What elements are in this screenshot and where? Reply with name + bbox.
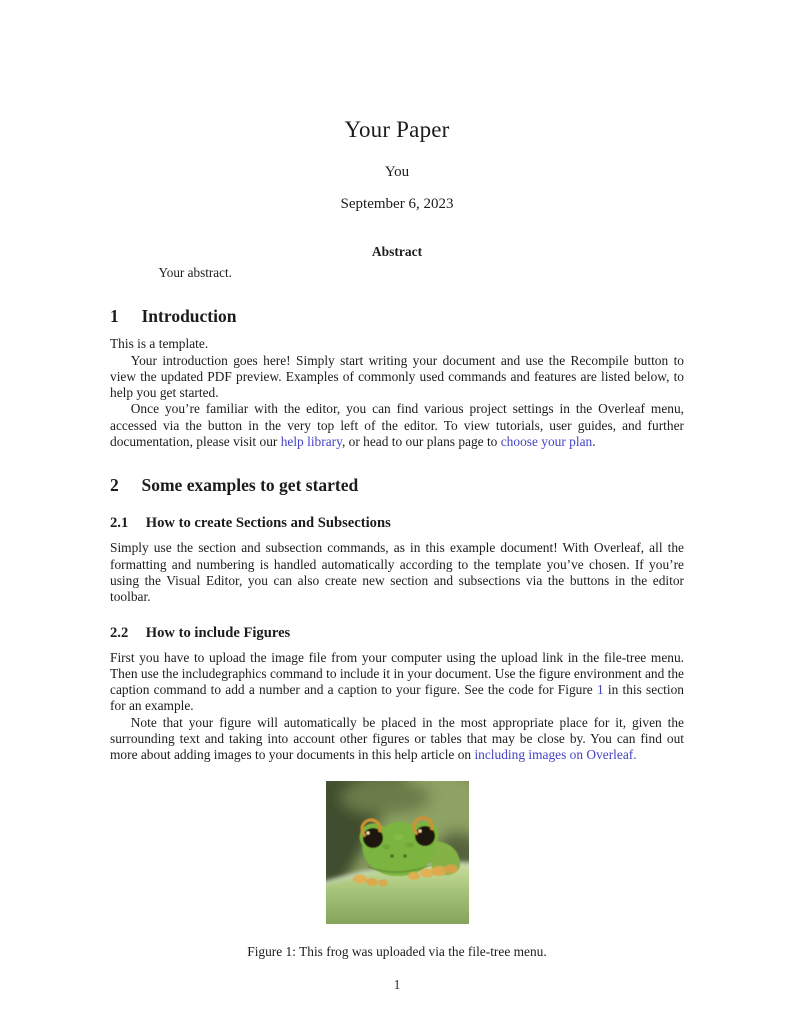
section-1-title: Introduction bbox=[141, 306, 237, 327]
section-2-number: 2 bbox=[110, 475, 119, 496]
paper-title: Your Paper bbox=[344, 117, 450, 142]
choose-your-plan-link[interactable]: choose your plan bbox=[500, 434, 593, 450]
paragraph-text: Note that your figure will automatically be placed in the most appropriate place for it, given the surrounding text and taking into account other figures or tables that may be close by. You can find out more about adding images to your documents in this help article on bbox=[110, 714, 684, 763]
section-1-paragraph-2: Your introduction goes here! Simply start writing your document and use the Recompile button to view the updated PDF preview. Examples of commonly used commands and features are listed below, to help you get started. bbox=[110, 352, 684, 401]
subsection-2-1-title: How to create Sections and Subsections bbox=[145, 515, 391, 532]
subsection-2-2-heading bbox=[110, 625, 684, 642]
figure-1-reference-link[interactable]: 1 bbox=[596, 682, 604, 698]
subsection-2-1-heading bbox=[110, 515, 684, 532]
help-library-link[interactable]: help library bbox=[280, 434, 342, 450]
paragraph-text: , or head to our plans page to bbox=[341, 434, 501, 450]
paper-author: You bbox=[384, 164, 410, 180]
frog-photo bbox=[326, 781, 469, 924]
paragraph-text: . bbox=[592, 434, 596, 450]
subsection-2-2-number: 2.2 bbox=[110, 624, 129, 641]
abstract-text: Your abstract. bbox=[158, 265, 232, 280]
paragraph-text: Once you’re familiar with the editor, you can find various project settings in the Overleaf menu, accessed via the button in the very top left of the editor. To view tutorials, user guides, and further documentation, please visit our bbox=[110, 401, 684, 450]
subsection-2-2-paragraph-2 bbox=[110, 715, 684, 764]
frog-photo-graphic bbox=[326, 781, 469, 924]
section-2-title: Some examples to get started bbox=[141, 475, 359, 496]
section-1-paragraph-3 bbox=[110, 401, 684, 450]
subsection-2-1-paragraph-1: Simply use the section and subsection commands, as in this example document! With Overleaf, all the formatting and numbering is handled automatically according to the template you’ve chosen. If you’re using the Visual Editor, you can also create new section and subsections via the buttons in the editor toolbar. bbox=[110, 540, 684, 605]
abstract-heading: Abstract bbox=[371, 244, 423, 259]
figure-1 bbox=[110, 781, 684, 960]
subsection-2-2-title: How to include Figures bbox=[145, 624, 291, 641]
including-images-link[interactable]: including images on Overleaf. bbox=[474, 747, 637, 763]
page-number: 1 bbox=[393, 977, 401, 992]
figure-1-caption: Figure 1: This frog was uploaded via the file-tree menu. bbox=[247, 943, 547, 959]
paragraph-text: First you have to upload the image file from your computer using the upload link in the file-tree menu. Then use the includegraphics command to include it in your document. Use the figure environment and the caption command to add a number and a caption to your figure. See the code for Figure bbox=[110, 649, 684, 698]
section-1-paragraph-1: This is a template. bbox=[110, 336, 209, 352]
subsection-2-1-number: 2.1 bbox=[110, 515, 129, 532]
paragraph-text: in this section for an example. bbox=[110, 682, 684, 714]
paper-date: September 6, 2023 bbox=[340, 196, 454, 212]
section-1-heading bbox=[110, 306, 684, 327]
section-2-heading bbox=[110, 475, 684, 496]
subsection-2-2-paragraph-1 bbox=[110, 650, 684, 715]
section-1-number: 1 bbox=[110, 306, 119, 327]
